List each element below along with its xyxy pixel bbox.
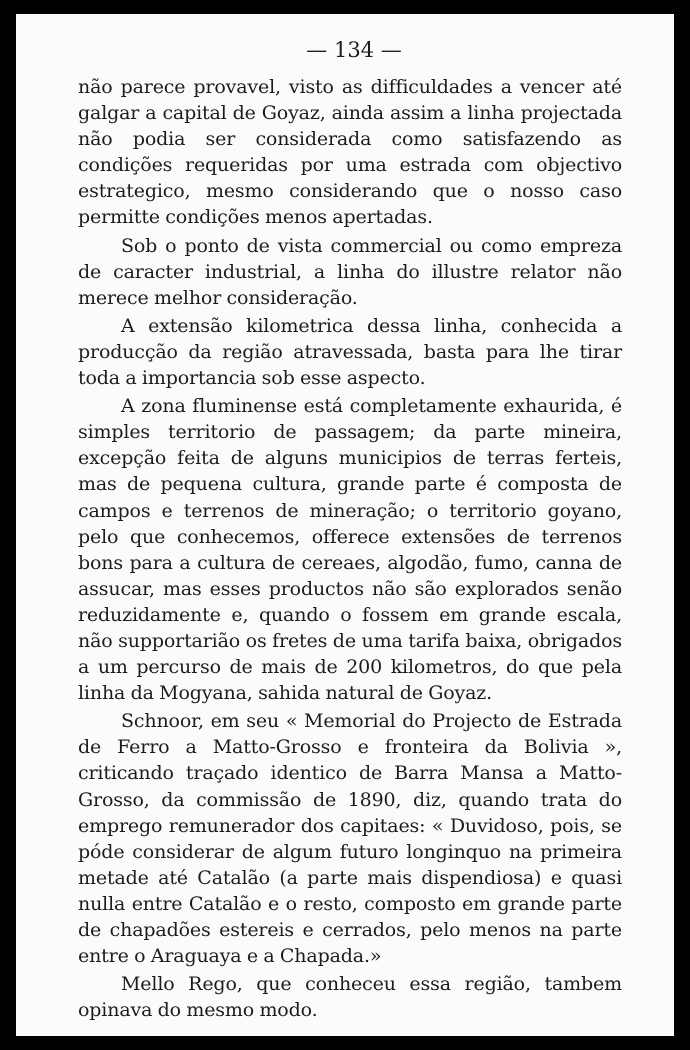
paragraph: A extensão kilometrica dessa linha, conhecida a producção da região atravessada, basta para lhe tirar toda a importancia sob esse aspecto. (78, 314, 622, 390)
body-text (78, 74, 622, 1023)
page-number: — 134 — (306, 38, 402, 62)
paragraph: A zona fluminense está completamente exhaurida, é simples territorio de passagem; da parte mineira, excepção feita de alguns municipios de terras ferteis, mas de pequena cultura, grande parte é composta de campos e terrenos de mineração; o territorio goyano, pelo que conhecemos, offerece extensões de terrenos bons para a cultura de cereaes, algodão, fumo, canna de assucar, mas esses productos não são explorados senão reduzidamente e, quando o fossem em grande escala, não supportarião os fretes de uma tarifa baixa, obrigados a um percurso de mais de 200 kilometros, do que pela linha da Mogyana, sahida natural de Goyaz. (78, 395, 622, 705)
book-page (16, 14, 674, 1036)
paragraph: Mello Rego, que conheceu essa região, tambem opinava do mesmo modo. (78, 973, 622, 1022)
paragraph: Sob o ponto de vista commercial ou como empreza de caracter industrial, a linha do illustre relator não merece melhor consideração. (78, 234, 622, 309)
paragraph: não parece provavel, visto as difficuldades a vencer até galgar a capital de Goyaz, ainda assim a linha projectada não podia ser considerada como satisfazendo as condições requeridas por uma estrada com objectivo estrategico, mesmo considerando que o nosso caso permitte condições menos apertadas. (78, 76, 622, 229)
paragraph: Schnoor, em seu « Memorial do Projecto de Estrada de Ferro a Matto-Grosso e fronteira da Bolivia », criticando traçado identico de Barra Mansa a Matto-Grosso, da commissão de 1890, diz, quando trata do emprego remunerador dos capitaes: « Duvidoso, pois, se póde considerar de algum futuro longinquo na primeira metade até Catalão (a parte mais dispendiosa) e quasi nulla entre Catalão e o resto, composto em grande parte de chapadões estereis e cerrados, pelo menos na parte entre o Araguaya e a Chapada.» (78, 710, 622, 968)
